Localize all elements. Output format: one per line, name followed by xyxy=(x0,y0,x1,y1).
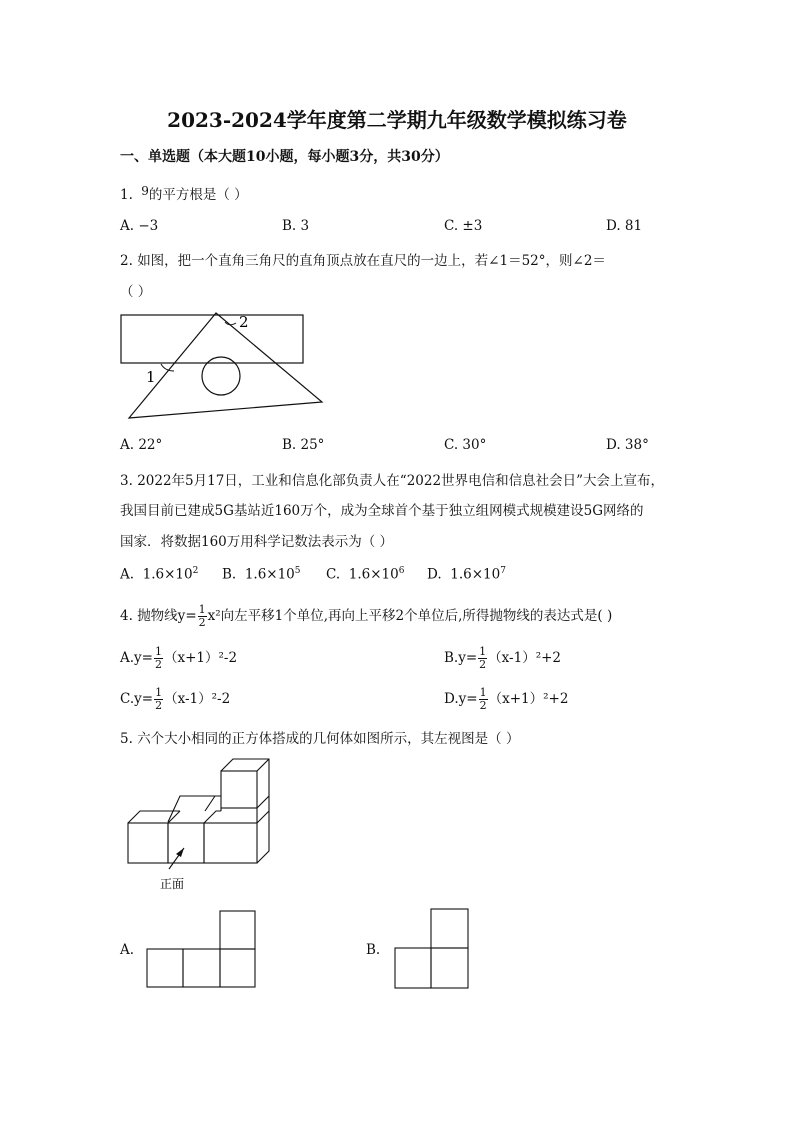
question-number: 2. xyxy=(120,253,133,269)
option-d: D. 81 xyxy=(606,218,643,234)
question-text: 六个大小相同的正方体搭成的几何体如图所示，其左视图是（ ） xyxy=(137,731,520,747)
question-text-line: 我国目前已建成5G基站近160万个，成为全球首个基于独立组网模式规模建设5G网络的 xyxy=(120,503,644,519)
bottom-cube-right xyxy=(204,823,257,863)
question-text: 的平方根是（ ） xyxy=(148,187,248,203)
option-b: B. $1.6\times 10^5$ xyxy=(222,566,301,583)
angle-1-arc xyxy=(161,364,174,371)
question-number: 3. xyxy=(120,473,133,489)
question-5 xyxy=(120,727,519,747)
section-title: 一、单选题（本大题10小题，每小题3分，共30分） xyxy=(120,149,449,165)
front-label: 正面 xyxy=(160,877,185,891)
question-number: 4. xyxy=(120,608,133,624)
option-d: D.y= $\frac{1}{2}$ （x+1）²+2 xyxy=(444,686,569,712)
angle-2-label: 2 xyxy=(239,313,249,331)
option-b: B. 3 xyxy=(282,218,310,234)
option-a: A.y= $\frac{1}{2}$ （x+1）²-2 xyxy=(120,645,238,671)
question-text-line: 国家．将数据160万用科学记数法表示为（ ） xyxy=(120,534,394,550)
option-b-view xyxy=(393,907,471,991)
option-a: A. −3 xyxy=(120,218,159,234)
option-b: B.y= $\frac{1}{2}$ （x-1）²+2 xyxy=(444,645,562,671)
question-1 xyxy=(120,183,248,203)
option-d: D. 38° xyxy=(606,437,649,453)
question-3 xyxy=(120,469,664,489)
triangle xyxy=(129,313,322,418)
question-number: 1. xyxy=(120,187,133,203)
question-number: 5. xyxy=(120,731,133,747)
angle-1-label: 1 xyxy=(146,368,156,386)
option-c: C.y= $\frac{1}{2}$ （x-1）²-2 xyxy=(120,686,231,712)
bottom-cube-middle xyxy=(168,823,204,863)
bottom-cube-left xyxy=(128,823,168,863)
question-4: 4. 抛物线y= $\frac{1}{2}$ x²向左平移1个单位,再向上平移2个单位后,所得抛物线的表达式是( ) xyxy=(120,603,613,629)
option-a: A. $1.6\times 10^2$ xyxy=(120,566,199,583)
question-2 xyxy=(120,249,606,269)
question-2-bracket: （ ） xyxy=(120,284,152,300)
option-a: A. 22° xyxy=(120,437,163,453)
radicand: 9 xyxy=(141,184,149,198)
ruler xyxy=(121,315,303,363)
ruler-triangle-figure xyxy=(115,305,330,425)
option-b-label: B. xyxy=(366,942,381,958)
cube-solid-figure xyxy=(118,752,280,894)
question-text: 如图，把一个直角三角尺的直角顶点放在直尺的一边上，若∠1＝52°，则∠2＝ xyxy=(137,253,606,269)
option-d: D. $1.6\times 10^7$ xyxy=(427,566,506,583)
option-c: C. ±3 xyxy=(444,218,483,234)
option-c: C. 30° xyxy=(444,437,487,453)
option-c: C. $1.6\times 10^6$ xyxy=(326,566,405,583)
option-a-label: A. xyxy=(120,942,135,958)
page-title: 2023-2024学年度第二学期九年级数学模拟练习卷 xyxy=(167,108,627,132)
top-cube-front xyxy=(221,771,257,808)
fraction: $\frac{1}{2}$ xyxy=(198,603,206,629)
question-text-line: 2022年5月17日，工业和信息化部负责人在“2022世界电信和信息社会日”大会上宣布， xyxy=(137,473,664,489)
option-a-view xyxy=(145,909,257,989)
option-b: B. 25° xyxy=(282,437,325,453)
